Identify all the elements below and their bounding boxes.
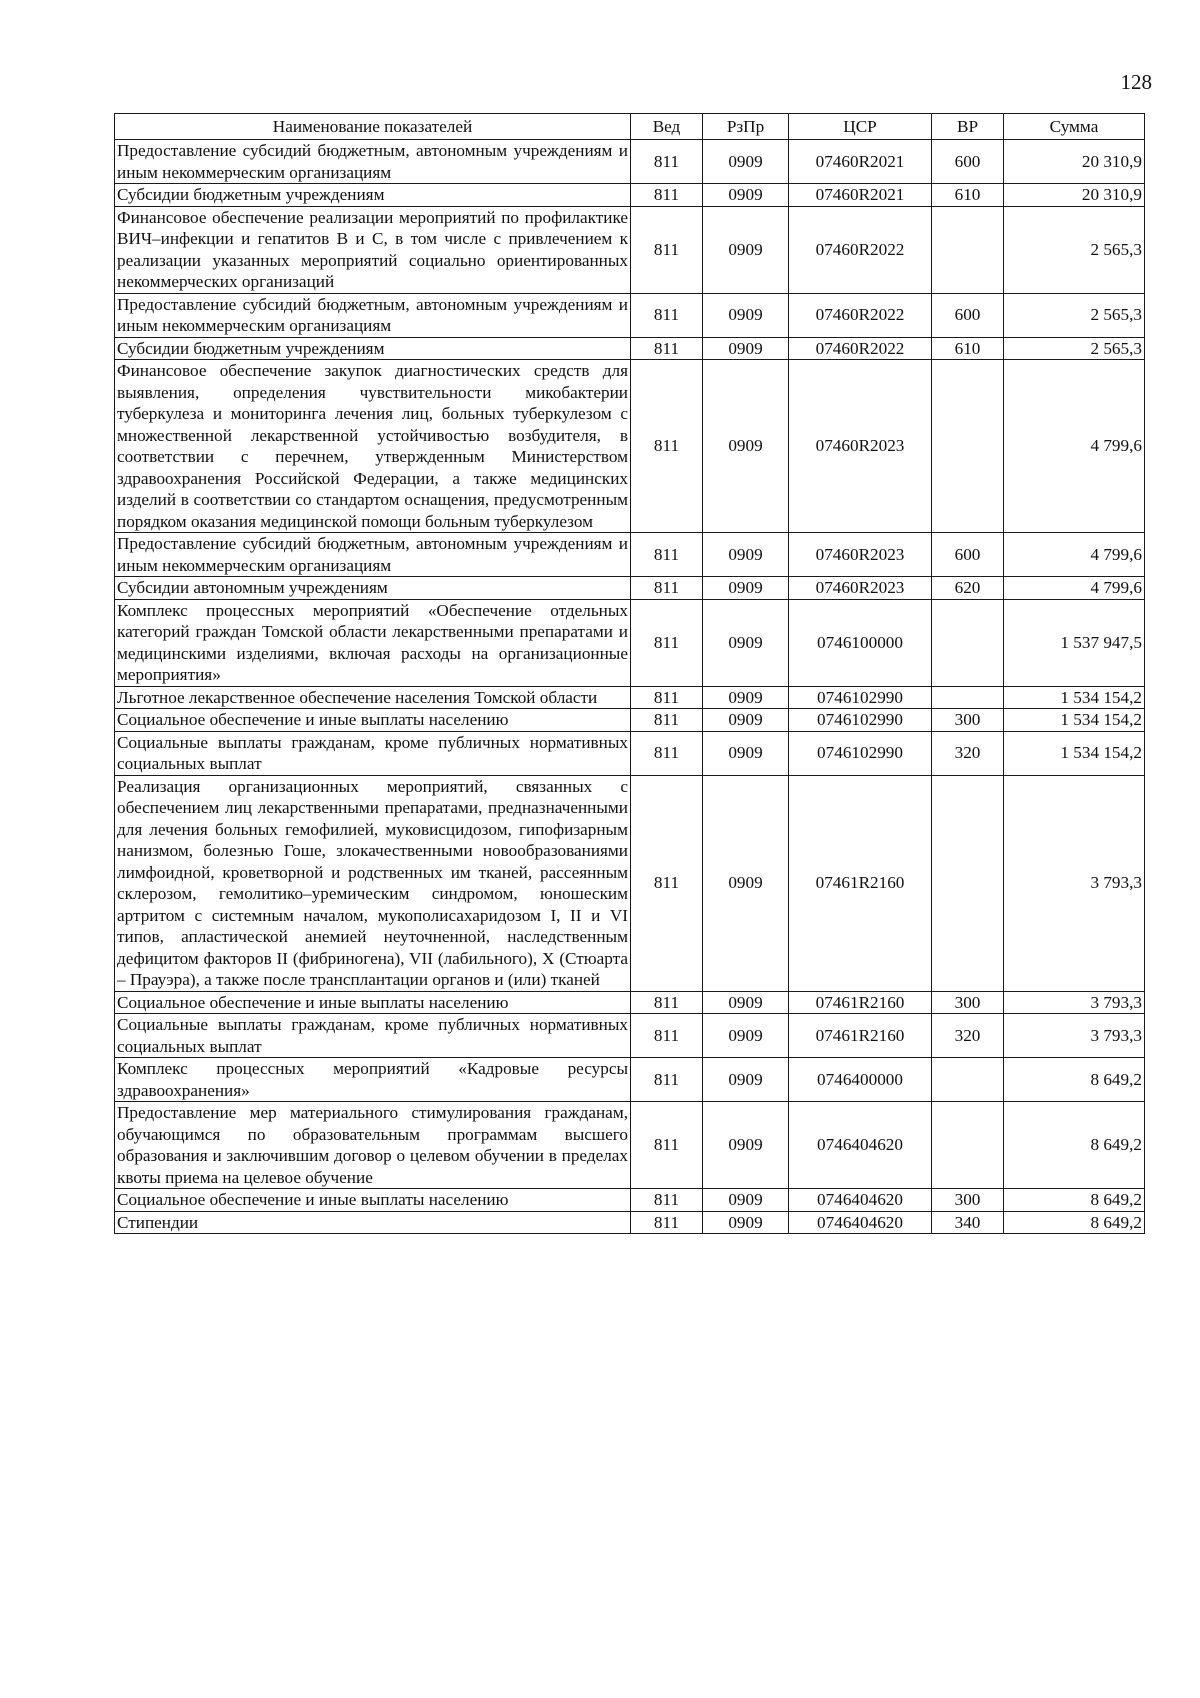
table-row [115, 184, 1145, 207]
table-row [115, 337, 1145, 360]
table-row [115, 731, 1145, 775]
cell-rzpr: 0909 [703, 1211, 789, 1234]
cell-rzpr: 0909 [703, 140, 789, 184]
cell-csr: 0746102990 [789, 709, 932, 732]
cell-sum: 3 793,3 [1004, 1014, 1145, 1058]
cell-vr [932, 599, 1004, 686]
header-rzpr: РзПр [703, 114, 789, 140]
cell-name: Комплекс процессных мероприятий «Обеспечение отдельных категорий граждан Томской области лекарственными препаратами и медицинскими изделиями, включая расходы на организационные мероприятия» [115, 599, 631, 686]
table-row [115, 1014, 1145, 1058]
cell-vr [932, 686, 1004, 709]
table-row [115, 1189, 1145, 1212]
cell-csr: 0746100000 [789, 599, 932, 686]
cell-name: Предоставление субсидий бюджетным, автономным учреждениям и иным некоммерческим организациям [115, 533, 631, 577]
cell-ved: 811 [631, 140, 703, 184]
cell-vr: 300 [932, 1189, 1004, 1212]
cell-name: Субсидии автономным учреждениям [115, 577, 631, 600]
cell-vr: 320 [932, 1014, 1004, 1058]
cell-ved: 811 [631, 1014, 703, 1058]
cell-vr: 320 [932, 731, 1004, 775]
cell-ved: 811 [631, 709, 703, 732]
table-row [115, 360, 1145, 533]
cell-vr [932, 775, 1004, 991]
cell-csr: 0746102990 [789, 686, 932, 709]
cell-csr: 0746400000 [789, 1058, 932, 1102]
cell-name: Предоставление субсидий бюджетным, автономным учреждениям и иным некоммерческим организациям [115, 140, 631, 184]
cell-sum: 2 565,3 [1004, 293, 1145, 337]
cell-csr: 0746404620 [789, 1189, 932, 1212]
cell-vr: 620 [932, 577, 1004, 600]
cell-sum: 4 799,6 [1004, 360, 1145, 533]
table-header-row [115, 114, 1145, 140]
cell-sum: 1 534 154,2 [1004, 731, 1145, 775]
cell-name: Социальные выплаты гражданам, кроме публичных нормативных социальных выплат [115, 1014, 631, 1058]
cell-vr [932, 1058, 1004, 1102]
cell-sum: 1 534 154,2 [1004, 686, 1145, 709]
table-row [115, 1211, 1145, 1234]
cell-rzpr: 0909 [703, 533, 789, 577]
header-vr: ВР [932, 114, 1004, 140]
cell-sum: 8 649,2 [1004, 1058, 1145, 1102]
cell-name: Социальное обеспечение и иные выплаты населению [115, 991, 631, 1014]
cell-rzpr: 0909 [703, 731, 789, 775]
cell-rzpr: 0909 [703, 1014, 789, 1058]
cell-ved: 811 [631, 1102, 703, 1189]
cell-csr: 07460R2022 [789, 293, 932, 337]
cell-sum: 20 310,9 [1004, 184, 1145, 207]
table-row [115, 533, 1145, 577]
table-row [115, 991, 1145, 1014]
cell-csr: 07460R2021 [789, 140, 932, 184]
header-sum: Сумма [1004, 114, 1145, 140]
cell-csr: 07460R2023 [789, 533, 932, 577]
table-row [115, 206, 1145, 293]
cell-rzpr: 0909 [703, 1189, 789, 1212]
cell-rzpr: 0909 [703, 577, 789, 600]
cell-vr: 600 [932, 533, 1004, 577]
table-row [115, 577, 1145, 600]
cell-sum: 2 565,3 [1004, 206, 1145, 293]
cell-name: Социальные выплаты гражданам, кроме публичных нормативных социальных выплат [115, 731, 631, 775]
header-csr: ЦСР [789, 114, 932, 140]
table-row [115, 599, 1145, 686]
cell-sum: 4 799,6 [1004, 533, 1145, 577]
cell-ved: 811 [631, 775, 703, 991]
cell-ved: 811 [631, 577, 703, 600]
cell-vr: 300 [932, 709, 1004, 732]
cell-name: Предоставление мер материального стимулирования гражданам, обучающимся по образовательным программам высшего образования и заключившим договор о целевом обучении в пределах квоты приема на целевое обучение [115, 1102, 631, 1189]
cell-csr: 07461R2160 [789, 775, 932, 991]
cell-name: Социальное обеспечение и иные выплаты населению [115, 709, 631, 732]
cell-sum: 1 537 947,5 [1004, 599, 1145, 686]
cell-ved: 811 [631, 533, 703, 577]
cell-ved: 811 [631, 1058, 703, 1102]
cell-sum: 8 649,2 [1004, 1211, 1145, 1234]
cell-rzpr: 0909 [703, 360, 789, 533]
cell-csr: 07460R2023 [789, 577, 932, 600]
table-row [115, 293, 1145, 337]
cell-vr: 600 [932, 140, 1004, 184]
cell-vr: 600 [932, 293, 1004, 337]
cell-ved: 811 [631, 686, 703, 709]
header-ved: Вед [631, 114, 703, 140]
cell-name: Финансовое обеспечение закупок диагностических средств для выявления, определения чувствительности микобактерии туберкулеза и мониторинга лечения лиц, больных туберкулезом с множественной лекарственной устойчивостью возбудителя, в соответствии с перечнем, утвержденным Министерством здравоохранения Российской Федерации, а также медицинских изделий в соответствии со стандартом оснащения, предусмотренным порядком оказания медицинской помощи больным туберкулезом [115, 360, 631, 533]
table-row [115, 686, 1145, 709]
cell-vr [932, 1102, 1004, 1189]
table-row [115, 140, 1145, 184]
cell-ved: 811 [631, 184, 703, 207]
cell-ved: 811 [631, 337, 703, 360]
cell-csr: 0746404620 [789, 1211, 932, 1234]
cell-csr: 0746102990 [789, 731, 932, 775]
cell-vr: 610 [932, 184, 1004, 207]
cell-vr: 300 [932, 991, 1004, 1014]
cell-rzpr: 0909 [703, 206, 789, 293]
cell-ved: 811 [631, 360, 703, 533]
cell-csr: 0746404620 [789, 1102, 932, 1189]
cell-rzpr: 0909 [703, 775, 789, 991]
cell-csr: 07460R2022 [789, 337, 932, 360]
cell-name: Предоставление субсидий бюджетным, автономным учреждениям и иным некоммерческим организациям [115, 293, 631, 337]
cell-name: Реализация организационных мероприятий, связанных с обеспечением лиц лекарственными препаратами, предназначенными для лечения больных гемофилией, муковисцидозом, гипофизарным нанизмом, болезнью Гоше, злокачественными новообразованиями лимфоидной, кроветворной и родственных им тканей, рассеянным склерозом, гемолитико–уремическим синдромом, юношеским артритом с системным началом, мукополисахаридозом I, II и VI типов, апластической анемией неуточненной, наследственным дефицитом факторов II (фибриногена), VII (лабильного), X (Стюарта – Прауэра), а также после трансплантации органов и (или) тканей [115, 775, 631, 991]
cell-sum: 3 793,3 [1004, 775, 1145, 991]
cell-csr: 07460R2022 [789, 206, 932, 293]
cell-rzpr: 0909 [703, 1102, 789, 1189]
cell-sum: 8 649,2 [1004, 1102, 1145, 1189]
cell-vr [932, 360, 1004, 533]
cell-name: Льготное лекарственное обеспечение населения Томской области [115, 686, 631, 709]
table-row [115, 709, 1145, 732]
cell-sum: 20 310,9 [1004, 140, 1145, 184]
cell-sum: 2 565,3 [1004, 337, 1145, 360]
cell-sum: 3 793,3 [1004, 991, 1145, 1014]
page-number: 128 [1120, 70, 1152, 94]
cell-vr: 340 [932, 1211, 1004, 1234]
cell-name: Финансовое обеспечение реализации мероприятий по профилактике ВИЧ–инфекции и гепатитов В и С, в том числе с привлечением к реализации указанных мероприятий социально ориентированных некоммерческих организаций [115, 206, 631, 293]
cell-name: Комплекс процессных мероприятий «Кадровые ресурсы здравоохранения» [115, 1058, 631, 1102]
cell-csr: 07460R2021 [789, 184, 932, 207]
table-row [115, 1102, 1145, 1189]
cell-ved: 811 [631, 991, 703, 1014]
table-body [115, 140, 1145, 1234]
table-row [115, 775, 1145, 991]
cell-name: Социальное обеспечение и иные выплаты населению [115, 1189, 631, 1212]
cell-name: Субсидии бюджетным учреждениям [115, 337, 631, 360]
cell-rzpr: 0909 [703, 991, 789, 1014]
cell-name: Субсидии бюджетным учреждениям [115, 184, 631, 207]
cell-rzpr: 0909 [703, 337, 789, 360]
cell-sum: 4 799,6 [1004, 577, 1145, 600]
cell-rzpr: 0909 [703, 686, 789, 709]
cell-rzpr: 0909 [703, 1058, 789, 1102]
cell-ved: 811 [631, 731, 703, 775]
cell-ved: 811 [631, 293, 703, 337]
cell-vr: 610 [932, 337, 1004, 360]
cell-vr [932, 206, 1004, 293]
cell-csr: 07461R2160 [789, 1014, 932, 1058]
cell-ved: 811 [631, 1189, 703, 1212]
cell-rzpr: 0909 [703, 599, 789, 686]
header-name: Наименование показателей [115, 114, 631, 140]
cell-ved: 811 [631, 599, 703, 686]
cell-csr: 07461R2160 [789, 991, 932, 1014]
cell-rzpr: 0909 [703, 293, 789, 337]
cell-ved: 811 [631, 1211, 703, 1234]
cell-csr: 07460R2023 [789, 360, 932, 533]
cell-sum: 8 649,2 [1004, 1189, 1145, 1212]
table-row [115, 1058, 1145, 1102]
cell-rzpr: 0909 [703, 709, 789, 732]
cell-ved: 811 [631, 206, 703, 293]
cell-sum: 1 534 154,2 [1004, 709, 1145, 732]
cell-name: Стипендии [115, 1211, 631, 1234]
budget-table [114, 113, 1145, 1234]
cell-rzpr: 0909 [703, 184, 789, 207]
